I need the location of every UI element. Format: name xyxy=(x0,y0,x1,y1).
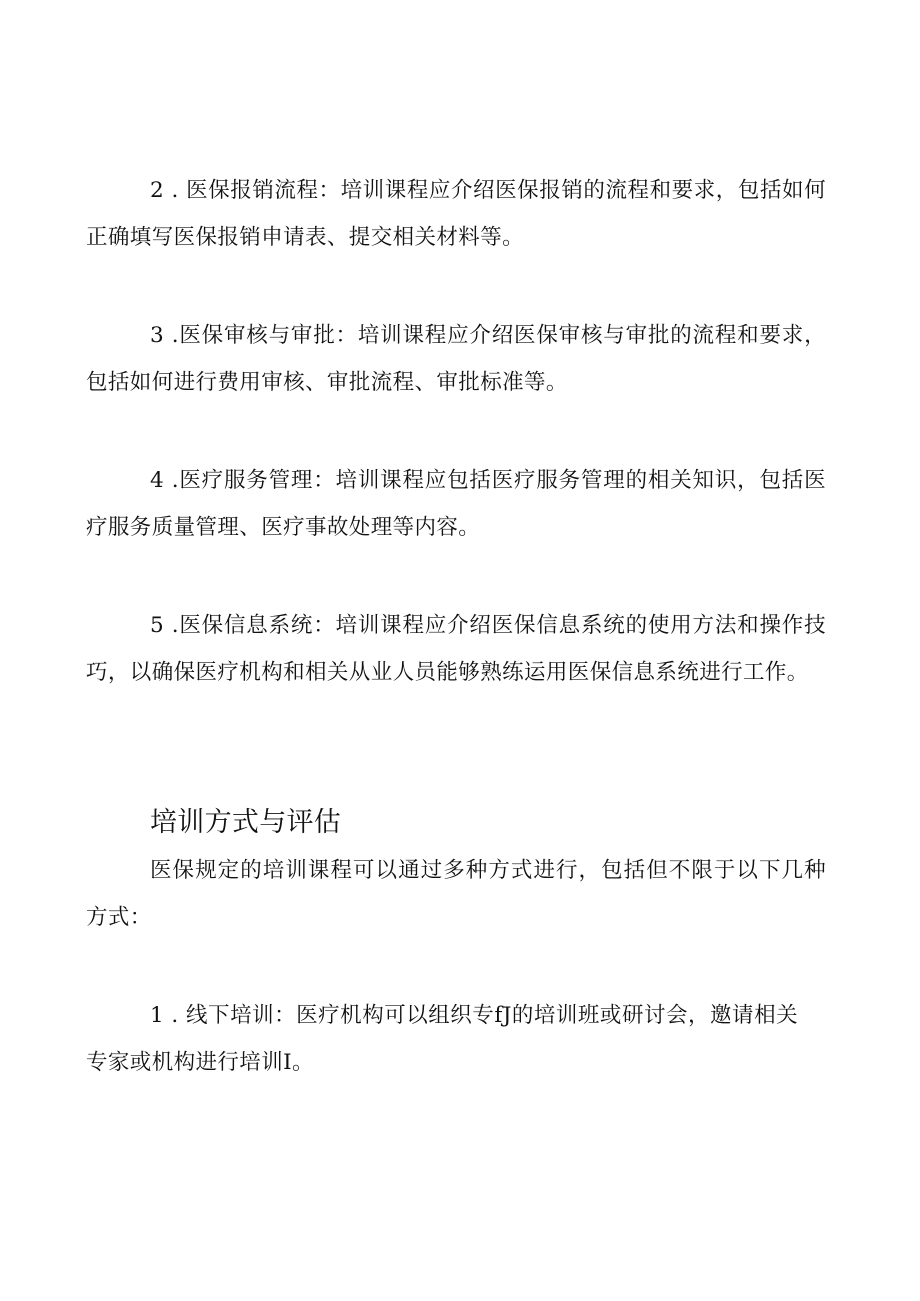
paragraph-audit-approval: 3 .医保审核与审批：培训课程应介绍医保审核与审批的流程和要求，包括如何进行费用审核、审批流程、审批标准等。 xyxy=(86,323,826,395)
section-heading: 培训方式与评估 xyxy=(150,807,342,838)
section-intro-paragraph: 医保规定的培训课程可以通过多种方式进行，包括但不限于以下几种方式： xyxy=(86,858,826,930)
paragraph-reimbursement-process: 2 . 医保报销流程：培训课程应介绍医保报销的流程和要求，包括如何正确填写医保报销申请表、提交相关材料等。 xyxy=(86,178,826,250)
paragraph-offline-training: 1 . 线下培训：医疗机构可以组织专fJ的培训班或研讨会，邀请相关专家或机构进行培训I。 xyxy=(86,1003,798,1075)
paragraph-medical-service-management: 4 .医疗服务管理：培训课程应包括医疗服务管理的相关知识，包括医疗服务质量管理、医疗事故处理等内容。 xyxy=(86,468,826,540)
paragraph-information-system: 5 .医保信息系统：培训课程应介绍医保信息系统的使用方法和操作技巧，以确保医疗机构和相关从业人员能够熟练运用医保信息系统进行工作。 xyxy=(86,613,826,685)
